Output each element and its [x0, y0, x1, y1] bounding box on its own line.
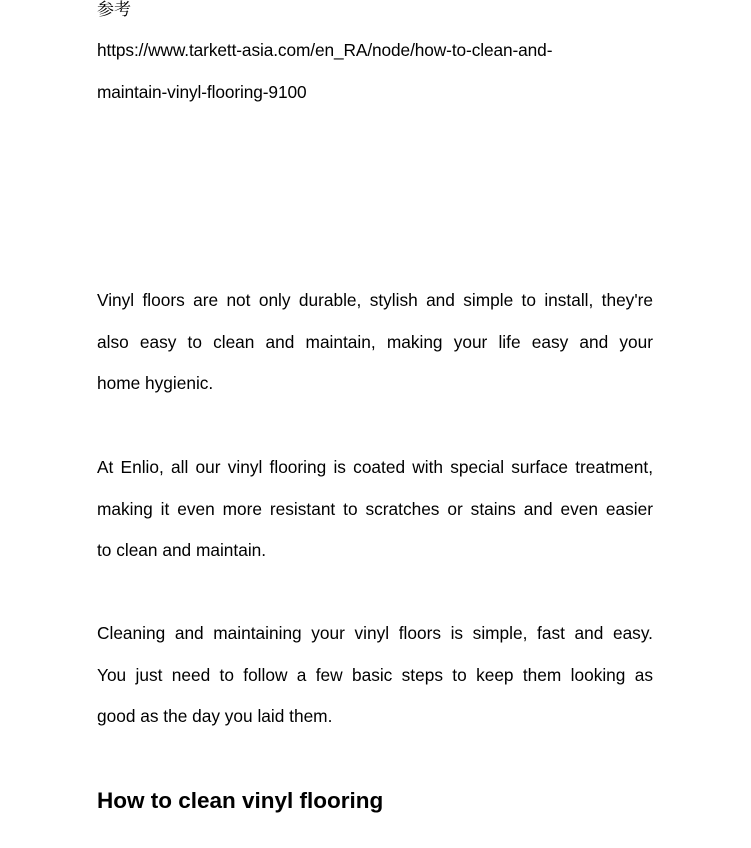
- section-heading: How to clean vinyl flooring: [97, 788, 384, 813]
- paragraph-intro: [97, 280, 653, 405]
- paragraph-line: You just need to follow a few basic steps to keep them looking as: [97, 664, 653, 685]
- paragraph-line: making it even more resistant to scratches or stains and even easier: [97, 498, 653, 519]
- paragraph-line: Vinyl floors are not only durable, stylish and simple to install, they're: [97, 290, 653, 310]
- paragraph-line: good as the day you laid them.: [97, 706, 333, 727]
- paragraph-cleaning: [97, 613, 653, 738]
- paragraph-enlio: [97, 447, 653, 572]
- paragraph-line: home hygienic.: [97, 373, 214, 394]
- reference-url-line[interactable]: https://www.tarkett-asia.com/en_RA/node/how-to-clean-and-: [97, 40, 553, 60]
- paragraph-line: At Enlio, all our vinyl flooring is coated with special surface treatment,: [97, 457, 653, 477]
- paragraph-line: to clean and maintain.: [97, 540, 267, 561]
- reference-url-line[interactable]: maintain-vinyl-flooring-9100: [97, 81, 307, 102]
- reference-url[interactable]: [97, 30, 655, 113]
- paragraph-line: Cleaning and maintaining your vinyl floors is simple, fast and easy.: [97, 623, 653, 643]
- reference-label: 参考: [97, 0, 131, 20]
- paragraph-line: also easy to clean and maintain, making your life easy and your: [97, 331, 653, 352]
